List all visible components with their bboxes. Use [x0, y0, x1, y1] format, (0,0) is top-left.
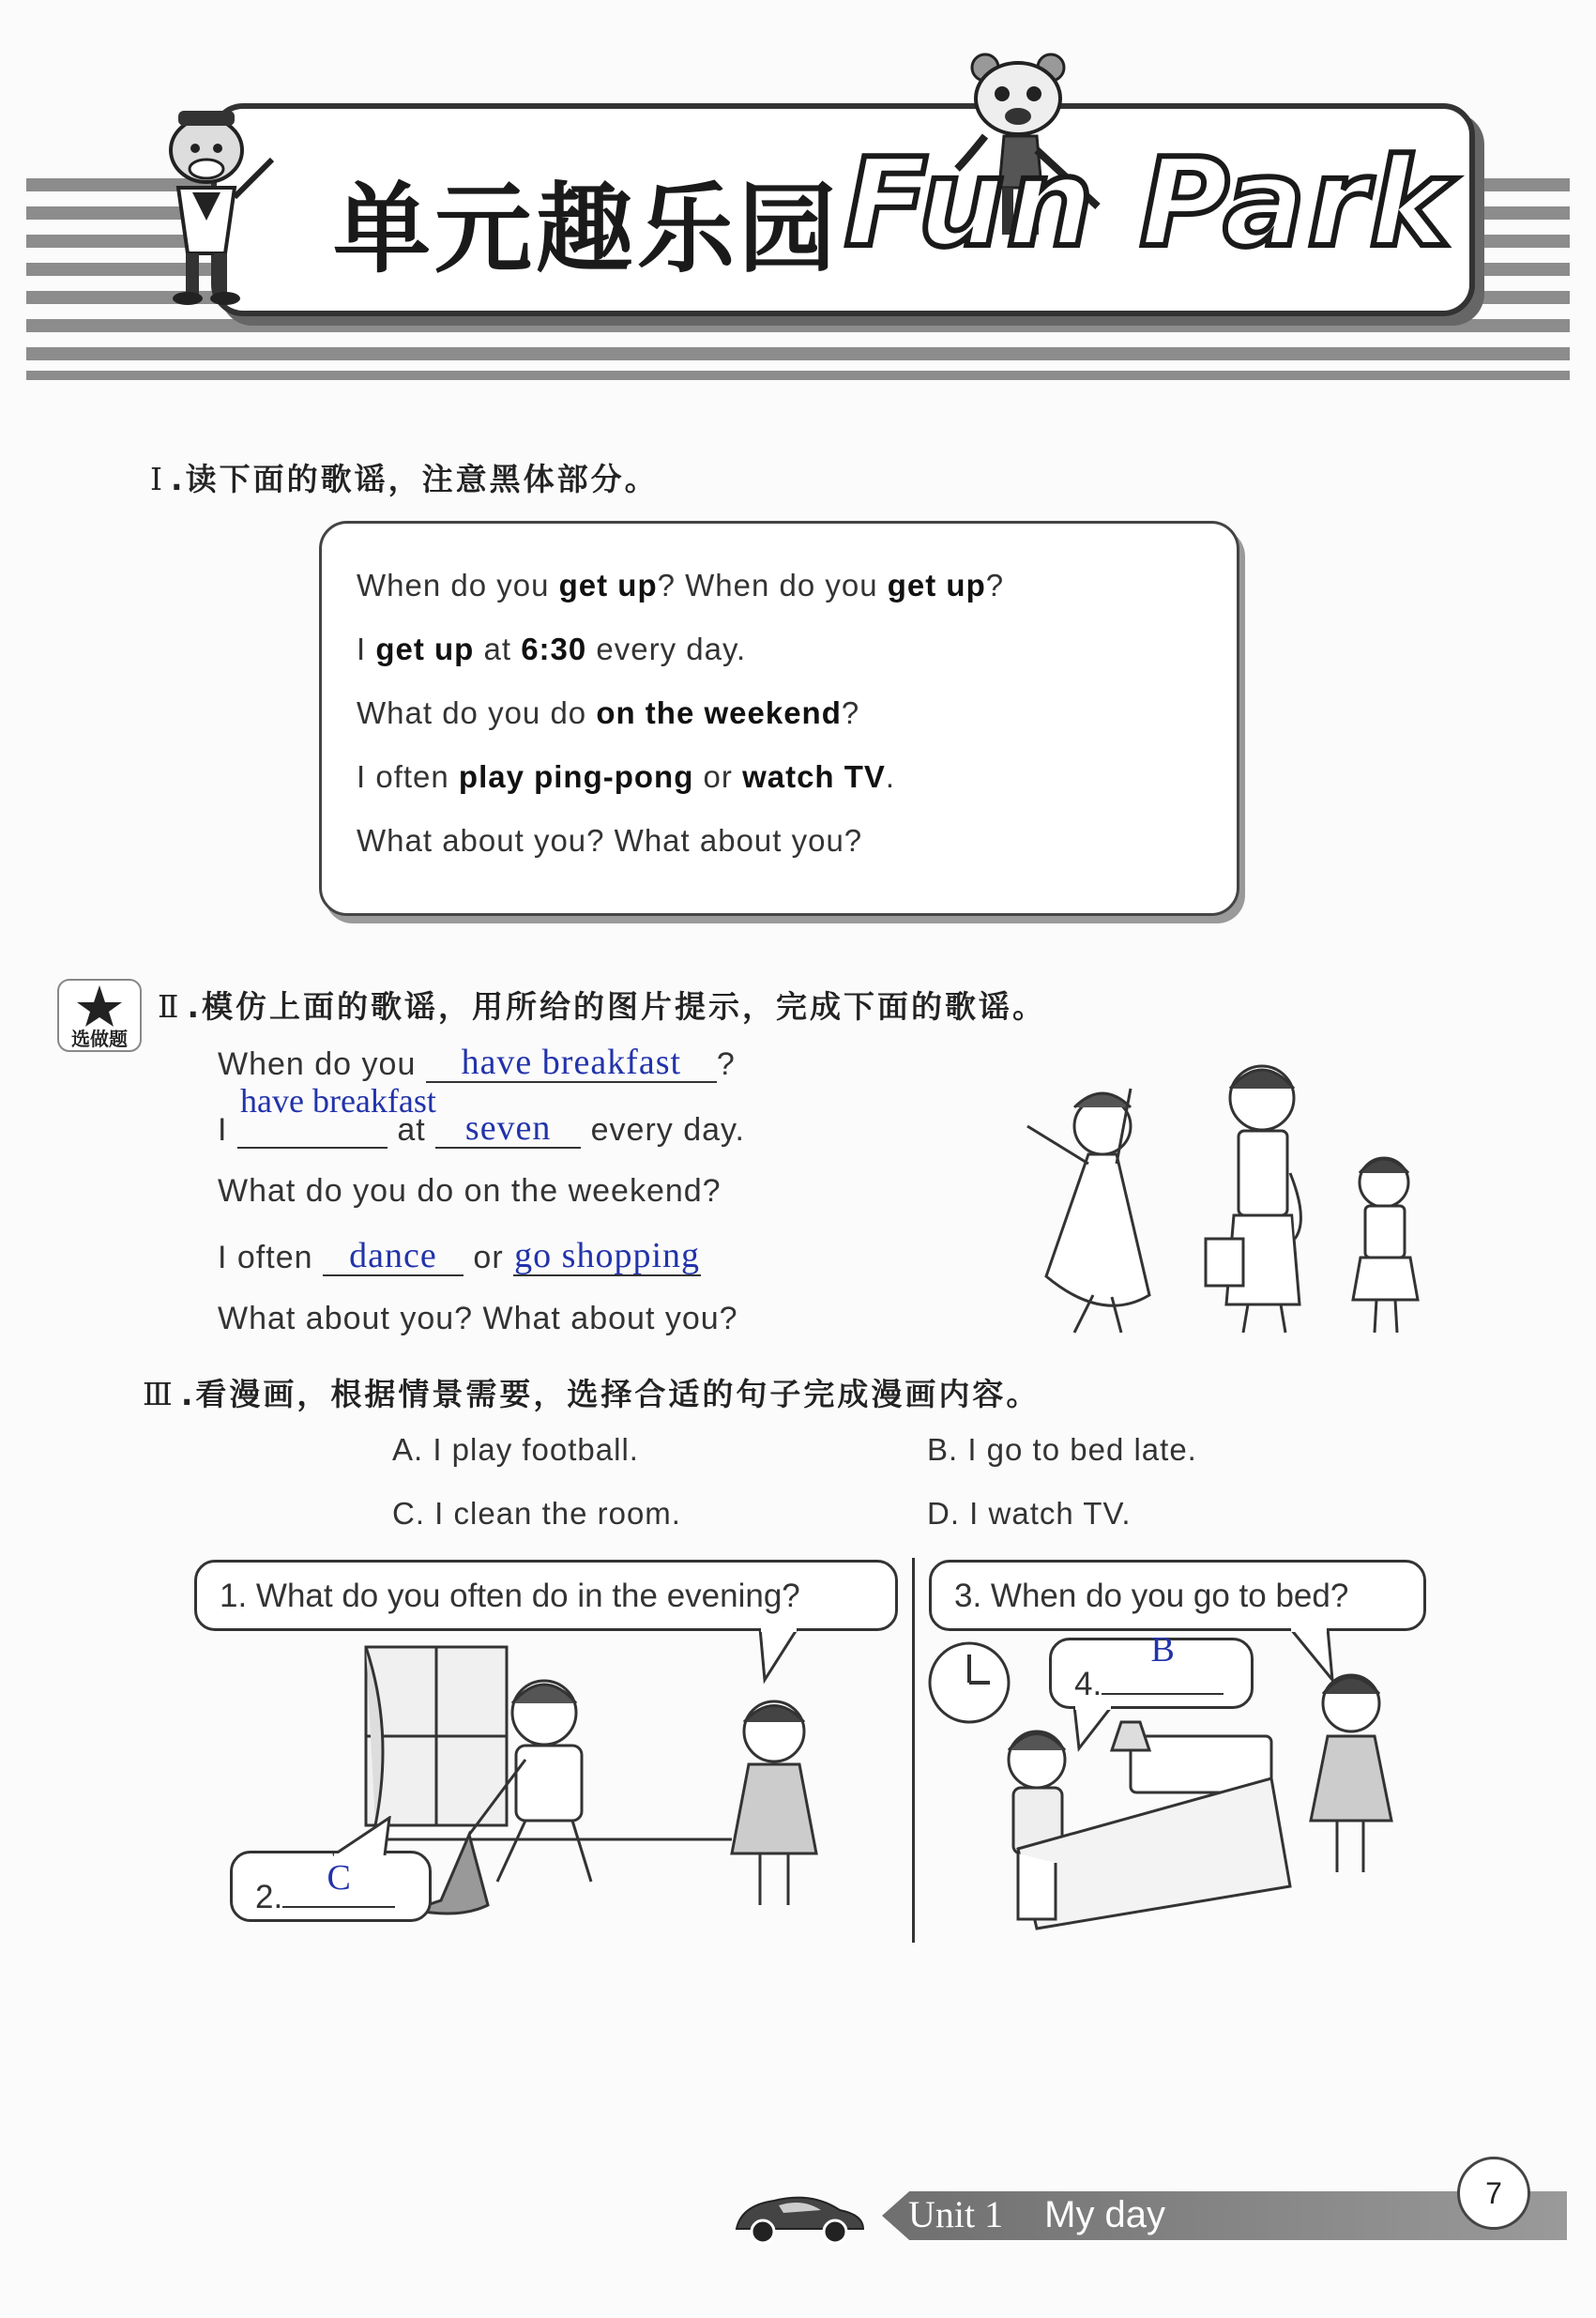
song-line-4 [357, 759, 895, 795]
speech-bubble-3: 3. When do you go to bed? [929, 1560, 1426, 1631]
cow-mascot-icon [141, 103, 281, 310]
song-text: ? [985, 568, 1005, 602]
answer-blank-5[interactable] [513, 1237, 701, 1276]
song-bold-phrase: 6:30 [521, 632, 587, 666]
option-b[interactable]: B. I go to bed late. [927, 1432, 1197, 1467]
line1-pre-text: When do you [218, 1046, 417, 1082]
song2-line-3: What do you do on the weekend? [218, 1173, 722, 1209]
footer-unit: Unit 1 [908, 2193, 1004, 2235]
answer-1: have breakfast [461, 1043, 682, 1082]
section-2-number: Ⅱ [158, 988, 182, 1025]
badge-label: 选做题 [71, 1028, 128, 1050]
cleaning-room-illustration [357, 1638, 863, 1919]
footer-unit-title [908, 2192, 1165, 2236]
song-text: ? When do you [657, 568, 888, 602]
song2-line-5: What about you? What about you? [218, 1301, 738, 1336]
bubble-2-tail [328, 1816, 403, 1858]
answer-4: dance [349, 1236, 437, 1275]
option-a[interactable]: A. I play football. [392, 1432, 639, 1467]
song-text: I [357, 632, 376, 666]
answer-blank-1[interactable] [426, 1044, 717, 1083]
section-3-heading [143, 1370, 1040, 1414]
bedtime-illustration [924, 1638, 1431, 1947]
option-c[interactable]: C. I clean the room. [392, 1496, 681, 1531]
speech-bubble-1: 1. What do you often do in the evening? [194, 1560, 898, 1631]
section-1-number: Ⅰ [150, 461, 166, 497]
song-text: . [885, 759, 896, 794]
answer-6: C [327, 1858, 351, 1898]
song2-line-1 [218, 1044, 736, 1083]
answer-blank-3[interactable] [435, 1109, 581, 1149]
banner-title-en: Fun Park [844, 131, 1452, 274]
answer-3: seven [464, 1108, 552, 1148]
section-3-number: Ⅲ [143, 1376, 175, 1412]
answer-5: go shopping [514, 1236, 701, 1275]
song-text: What about you? What about you? [357, 823, 863, 858]
song2-line-2 [218, 1109, 745, 1149]
song-text: What do you do [357, 695, 597, 730]
song-bold-phrase: get up [558, 568, 658, 602]
song-line-1 [357, 568, 1004, 603]
song-bold-phrase: watch TV [742, 759, 886, 794]
answer-7: B [1150, 1630, 1175, 1670]
song-line-3 [357, 695, 859, 731]
section-1-instruction: .读下面的歌谣，注意黑体部分。 [171, 461, 659, 497]
song-text: or [693, 759, 743, 794]
banner-title-cn: 单元趣乐园 [333, 172, 841, 286]
footer-title: My day [1044, 2194, 1166, 2235]
song-text: When do you [357, 568, 559, 602]
song-text: at [474, 632, 522, 666]
star-badge-icon [56, 978, 143, 1053]
song2-line-4 [218, 1237, 701, 1276]
line4-pre-text: I often [218, 1240, 313, 1275]
song-bold-phrase: get up [887, 568, 986, 602]
answer-blank-6[interactable] [282, 1853, 395, 1908]
line1-post-text: ? [716, 1046, 736, 1082]
page-number: 7 [1457, 2157, 1530, 2230]
answer-2: have breakfast [240, 1082, 436, 1120]
song-bold-phrase: on the weekend [596, 695, 842, 730]
comic-divider [912, 1558, 915, 1943]
speech-bubble-2 [230, 1851, 432, 1922]
song-line-5 [357, 823, 862, 859]
song-bold-phrase: get up [375, 632, 475, 666]
section-3-instruction: .看漫画，根据情景需要，选择合适的句子完成漫画内容。 [180, 1376, 1041, 1412]
section-1-heading [150, 455, 659, 499]
line2-pre-text: I [218, 1112, 228, 1148]
section-2-instruction: .模仿上面的歌谣，用所给的图片提示，完成下面的歌谣。 [187, 988, 1046, 1025]
answer-blank-2[interactable] [237, 1109, 388, 1149]
song-line-2 [357, 632, 746, 667]
song-bold-phrase: play ping-pong [458, 759, 694, 794]
line2-post-text: every day. [590, 1112, 745, 1148]
song-text: every day. [586, 632, 747, 666]
car-icon [727, 2187, 868, 2248]
song-text: ? [841, 695, 860, 730]
dance-shopping-illustration [1009, 1051, 1440, 1342]
option-d[interactable]: D. I watch TV. [927, 1496, 1132, 1531]
section-2-heading [158, 983, 1046, 1027]
line2-mid-text: at [397, 1112, 426, 1148]
answer-blank-4[interactable] [323, 1237, 464, 1276]
line4-mid-text: or [473, 1240, 504, 1275]
bubble-2-label: 2. [255, 1879, 283, 1915]
song-text: I often [357, 759, 459, 794]
bubble-4-label: 4. [1074, 1666, 1102, 1702]
